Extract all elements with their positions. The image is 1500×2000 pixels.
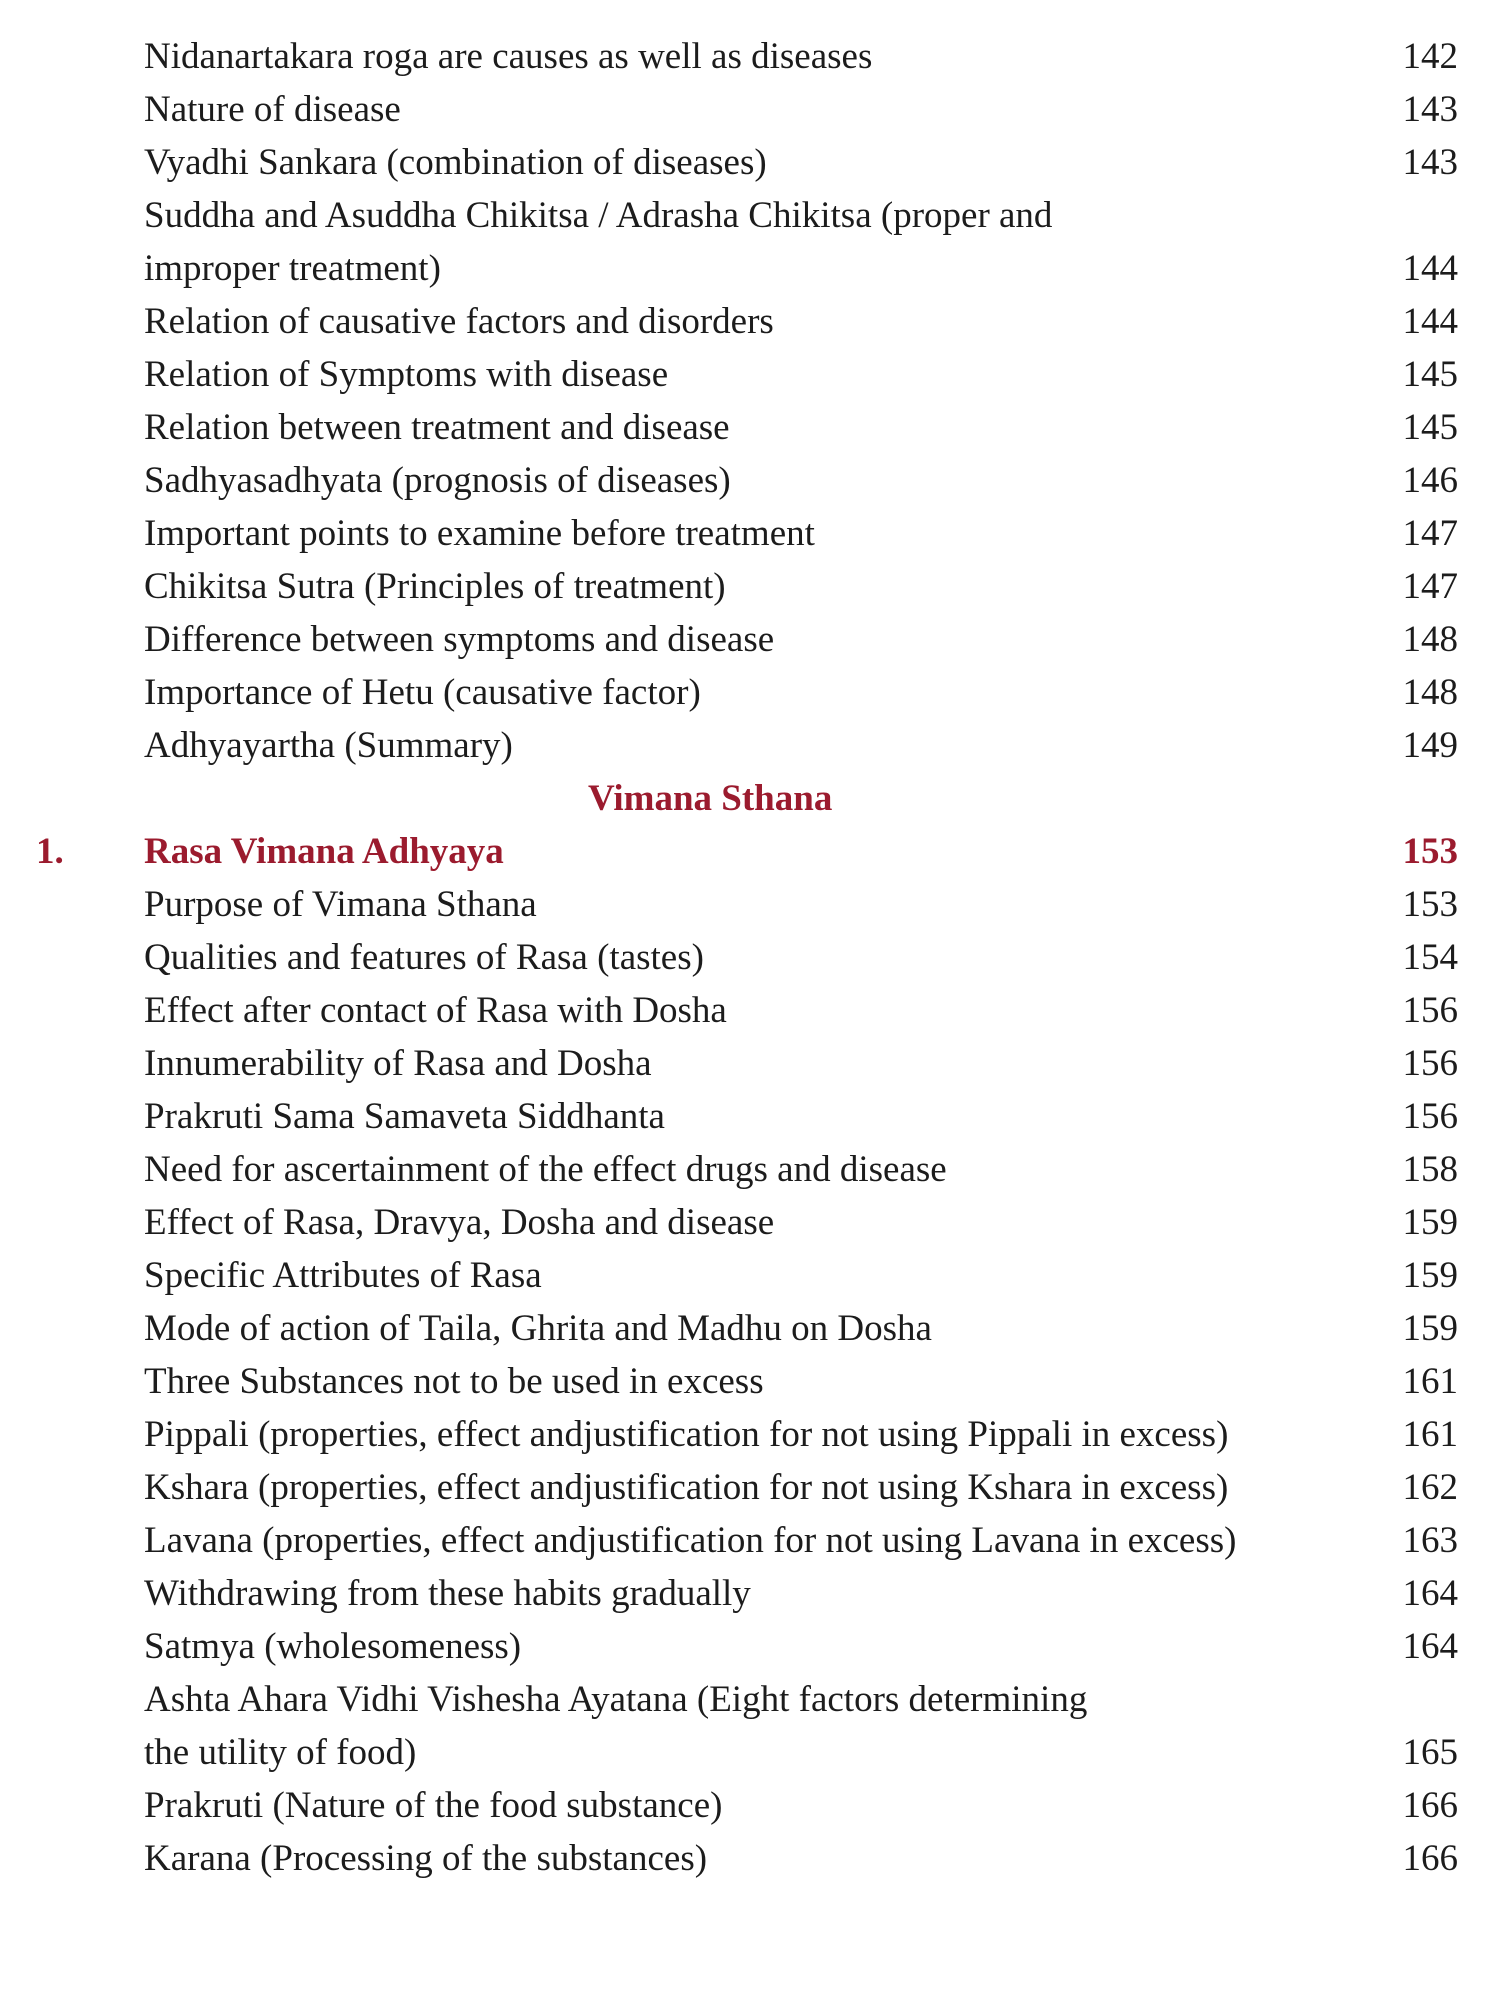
toc-entry[interactable]	[0, 1355, 1500, 1408]
toc-entry[interactable]	[0, 1726, 1500, 1779]
toc-entry-title: Pippali (properties, effect andjustification for not using Pippali in excess)	[144, 1414, 1229, 1455]
toc-entry[interactable]	[0, 189, 1500, 242]
toc-entry-title: Difference between symptoms and disease	[144, 619, 775, 660]
toc-entry[interactable]	[0, 1143, 1500, 1196]
toc-entry[interactable]	[0, 666, 1500, 719]
toc-entry[interactable]	[0, 295, 1500, 348]
toc-entry-page-number: 156	[1402, 1043, 1458, 1084]
toc-entries-before	[0, 30, 1500, 772]
toc-entry-page-number: 156	[1402, 1096, 1458, 1137]
toc-entry-title: Karana (Processing of the substances)	[144, 1838, 708, 1879]
toc-entry-title: Adhyayartha (Summary)	[144, 725, 513, 766]
toc-entry[interactable]	[0, 613, 1500, 666]
toc-entry[interactable]	[0, 1620, 1500, 1673]
toc-entry[interactable]	[0, 1779, 1500, 1832]
toc-entry-page-number: 147	[1402, 566, 1458, 607]
toc-entry[interactable]	[0, 401, 1500, 454]
toc-entry[interactable]	[0, 878, 1500, 931]
toc-entry-title: Purpose of Vimana Sthana	[144, 884, 537, 925]
toc-entry-page-number: 146	[1402, 460, 1458, 501]
chapter-number: 1.	[36, 831, 64, 872]
toc-entry-page-number: 158	[1402, 1149, 1458, 1190]
chapter-title: Rasa Vimana Adhyaya	[144, 831, 504, 872]
toc-entry-title: Relation of Symptoms with disease	[144, 354, 669, 395]
toc-entry-title: Satmya (wholesomeness)	[144, 1626, 522, 1667]
toc-entry-page-number: 166	[1402, 1785, 1458, 1826]
toc-entry-page-number: 159	[1402, 1255, 1458, 1296]
toc-entry-page-number: 149	[1402, 725, 1458, 766]
toc-entry-title: Importance of Hetu (causative factor)	[144, 672, 701, 713]
toc-entry-title: Qualities and features of Rasa (tastes)	[144, 937, 704, 978]
toc-entry-page-number: 164	[1402, 1626, 1458, 1667]
toc-entry-title: Kshara (properties, effect andjustification for not using Kshara in excess)	[144, 1467, 1229, 1508]
toc-entry[interactable]	[0, 931, 1500, 984]
toc-entry-title: Withdrawing from these habits gradually	[144, 1573, 751, 1614]
toc-entry-title: the utility of food)	[144, 1732, 417, 1773]
toc-entry-title: Relation between treatment and disease	[144, 407, 730, 448]
toc-entry[interactable]	[0, 348, 1500, 401]
toc-entry[interactable]	[0, 1037, 1500, 1090]
toc-entry-page-number: 159	[1402, 1202, 1458, 1243]
chapter-page-number: 153	[1402, 831, 1458, 872]
toc-entry[interactable]	[0, 1302, 1500, 1355]
toc-entry-page-number: 148	[1402, 672, 1458, 713]
toc-entry-page-number: 148	[1402, 619, 1458, 660]
toc-entry-title: Mode of action of Taila, Ghrita and Madhu on Dosha	[144, 1308, 932, 1349]
toc-entry[interactable]	[0, 560, 1500, 613]
toc-entry-title: Need for ascertainment of the effect drugs and disease	[144, 1149, 947, 1190]
toc-entry[interactable]	[0, 1196, 1500, 1249]
toc-entry-page-number: 145	[1402, 354, 1458, 395]
toc-entry-page-number: 159	[1402, 1308, 1458, 1349]
toc-entry-title: Suddha and Asuddha Chikitsa / Adrasha Chikitsa (proper and	[144, 195, 1053, 236]
toc-entry-page-number: 154	[1402, 937, 1458, 978]
toc-entry-page-number: 153	[1402, 884, 1458, 925]
toc-entry-page-number: 165	[1402, 1732, 1458, 1773]
toc-entry-page-number: 145	[1402, 407, 1458, 448]
section-heading-text: Vimana Sthana	[588, 778, 833, 819]
toc-entry-page-number: 164	[1402, 1573, 1458, 1614]
toc-entry-title: Three Substances not to be used in excess	[144, 1361, 764, 1402]
toc-entry-title: Innumerability of Rasa and Dosha	[144, 1043, 652, 1084]
toc-entry[interactable]	[0, 1514, 1500, 1567]
toc-entry-page-number: 166	[1402, 1838, 1458, 1879]
toc-entry[interactable]	[0, 1249, 1500, 1302]
toc-entry-title: Effect after contact of Rasa with Dosha	[144, 990, 727, 1031]
toc-entry-title: Prakruti Sama Samaveta Siddhanta	[144, 1096, 665, 1137]
toc-entry-title: Relation of causative factors and disorders	[144, 301, 774, 342]
toc-entry[interactable]	[0, 984, 1500, 1037]
toc-entry-title: Prakruti (Nature of the food substance)	[144, 1785, 723, 1826]
toc-entry[interactable]	[0, 719, 1500, 772]
section-heading	[0, 772, 1500, 825]
toc-entry-title: Important points to examine before treatment	[144, 513, 815, 554]
toc-entry-page-number: 144	[1402, 301, 1458, 342]
toc-entry[interactable]	[0, 1567, 1500, 1620]
toc-entry-title: Effect of Rasa, Dravya, Dosha and disease	[144, 1202, 775, 1243]
toc-entry[interactable]	[0, 1090, 1500, 1143]
toc-entry[interactable]	[0, 30, 1500, 83]
toc-entry-title: Lavana (properties, effect andjustification for not using Lavana in excess)	[144, 1520, 1237, 1561]
toc-entry[interactable]	[0, 507, 1500, 560]
toc-entry[interactable]	[0, 1832, 1500, 1885]
toc-entry-page-number: 147	[1402, 513, 1458, 554]
toc-entry-title: Nidanartakara roga are causes as well as diseases	[144, 36, 873, 77]
chapter-entry[interactable]	[0, 825, 1500, 878]
toc-entry[interactable]	[0, 454, 1500, 507]
toc-entry-page-number: 143	[1402, 89, 1458, 130]
toc-entry-page-number: 143	[1402, 142, 1458, 183]
toc-entry[interactable]	[0, 1673, 1500, 1726]
toc-entry-page-number: 144	[1402, 248, 1458, 289]
toc-entry-title: improper treatment)	[144, 248, 441, 289]
toc-entries-after	[0, 878, 1500, 1885]
toc-entry-title: Sadhyasadhyata (prognosis of diseases)	[144, 460, 731, 501]
toc-entry[interactable]	[0, 136, 1500, 189]
toc-entry-title: Specific Attributes of Rasa	[144, 1255, 542, 1296]
toc-entry-page-number: 161	[1402, 1361, 1458, 1402]
toc-entry-page-number: 163	[1402, 1520, 1458, 1561]
toc-entry-page-number: 156	[1402, 990, 1458, 1031]
toc-entry[interactable]	[0, 1408, 1500, 1461]
toc-entry-title: Vyadhi Sankara (combination of diseases)	[144, 142, 767, 183]
toc-entry-title: Nature of disease	[144, 89, 401, 130]
toc-entry-page-number: 162	[1402, 1467, 1458, 1508]
table-of-contents	[0, 30, 1500, 1885]
toc-entry-title: Chikitsa Sutra (Principles of treatment)	[144, 566, 726, 607]
toc-entry[interactable]	[0, 1461, 1500, 1514]
toc-entry-page-number: 142	[1402, 36, 1458, 77]
toc-entry-title: Ashta Ahara Vidhi Vishesha Ayatana (Eight factors determining	[144, 1679, 1088, 1720]
toc-entry[interactable]	[0, 242, 1500, 295]
toc-entry-page-number: 161	[1402, 1414, 1458, 1455]
toc-entry[interactable]	[0, 83, 1500, 136]
